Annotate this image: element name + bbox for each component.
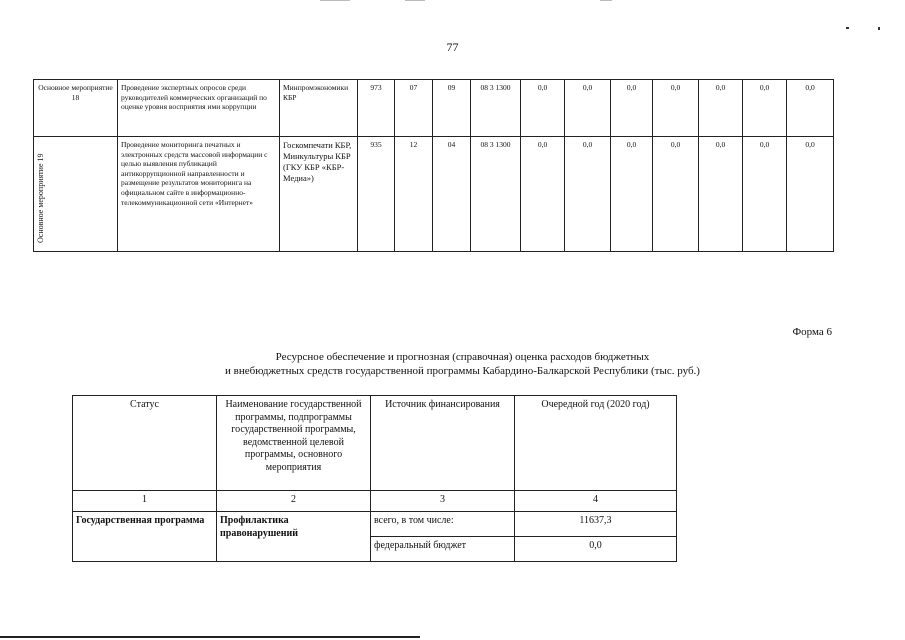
rz-cell: 07 [395,80,433,137]
scan-artifact-line [600,0,612,1]
scan-edge-line [0,636,420,638]
program-name: Профилактика правонарушений [217,512,371,562]
header-year: Очередной год (2020 год) [515,396,677,491]
value-cell: 0,0 [653,80,699,137]
header-row [73,396,677,491]
value-cell: 0,0 [743,137,787,252]
section-heading [150,350,775,379]
status-vertical-text: Основное мероприятие 19 [36,153,45,243]
executor-cell: Госкомпечати КБР, Минкультуры КБР (ГКУ КБР «КБР-Медиа») [280,137,358,252]
value-cell: 0,0 [565,137,611,252]
table-row [34,80,834,137]
index-cell: 1 [73,491,217,512]
value-cell: 0,0 [699,80,743,137]
table-row [34,137,834,252]
value-cell: 0,0 [521,137,565,252]
value-cell: 0,0 [611,137,653,252]
rz-cell: 12 [395,137,433,252]
heading-line: Ресурсное обеспечение и прогнозная (справочная) оценка расходов бюджетных [275,351,650,363]
value-cell: 0,0 [521,80,565,137]
value-cell: 0,0 [787,80,834,137]
value-cell: 0,0 [653,137,699,252]
name-cell: Проведение экспертных опросов среди руководителей коммерческих организаций по оценке уровня восприятия ими коррупции [118,80,280,137]
status-cell: Основное мероприятие 18 [34,80,118,137]
value-cell: 0,0 [611,80,653,137]
header-name: Наименование государственной программы, подпрограммы государственной программы, ведомственной целевой программы, основного мероприятия [217,396,371,491]
value-cell: 11637,3 [515,512,677,537]
form-label: Форма 6 [792,326,832,338]
value-cell: 0,0 [699,137,743,252]
scan-artifact-line [320,0,350,1]
scan-artifact-line [405,0,425,1]
grbs-cell: 973 [358,80,395,137]
csr-cell: 08 3 1300 [471,137,521,252]
source-cell: федеральный бюджет [371,537,515,562]
header-source: Источник финансирования [371,396,515,491]
executor-cell: Минпромэкономики КБР [280,80,358,137]
program-status: Государственная программа [73,512,217,562]
source-cell: всего, в том числе: [371,512,515,537]
value-cell: 0,0 [515,537,677,562]
value-cell: 0,0 [565,80,611,137]
scan-speck [878,27,880,30]
resource-table [72,395,677,562]
scan-speck [846,27,849,29]
measures-table [33,79,834,252]
index-cell: 3 [371,491,515,512]
header-status: Статус [73,396,217,491]
name-cell: Проведение мониторинга печатных и электронных средств массовой информации с целью выявления публикаций антикоррупционной направленности и размещение результатов мониторинга на официальном сайте в информационно-телекоммуникационной сети «Интернет» [118,137,280,252]
grbs-cell: 935 [358,137,395,252]
heading-line: и внебюджетных средств государственной программы Кабардино-Балкарской Республики (тыс. руб.) [225,365,700,378]
status-cell [34,137,118,252]
pr-cell: 09 [433,80,471,137]
value-cell: 0,0 [743,80,787,137]
pr-cell: 04 [433,137,471,252]
value-cell: 0,0 [787,137,834,252]
table-row [73,512,677,537]
index-cell: 4 [515,491,677,512]
csr-cell: 08 3 1300 [471,80,521,137]
page-number: 77 [446,40,459,54]
index-cell: 2 [217,491,371,512]
index-row [73,491,677,512]
